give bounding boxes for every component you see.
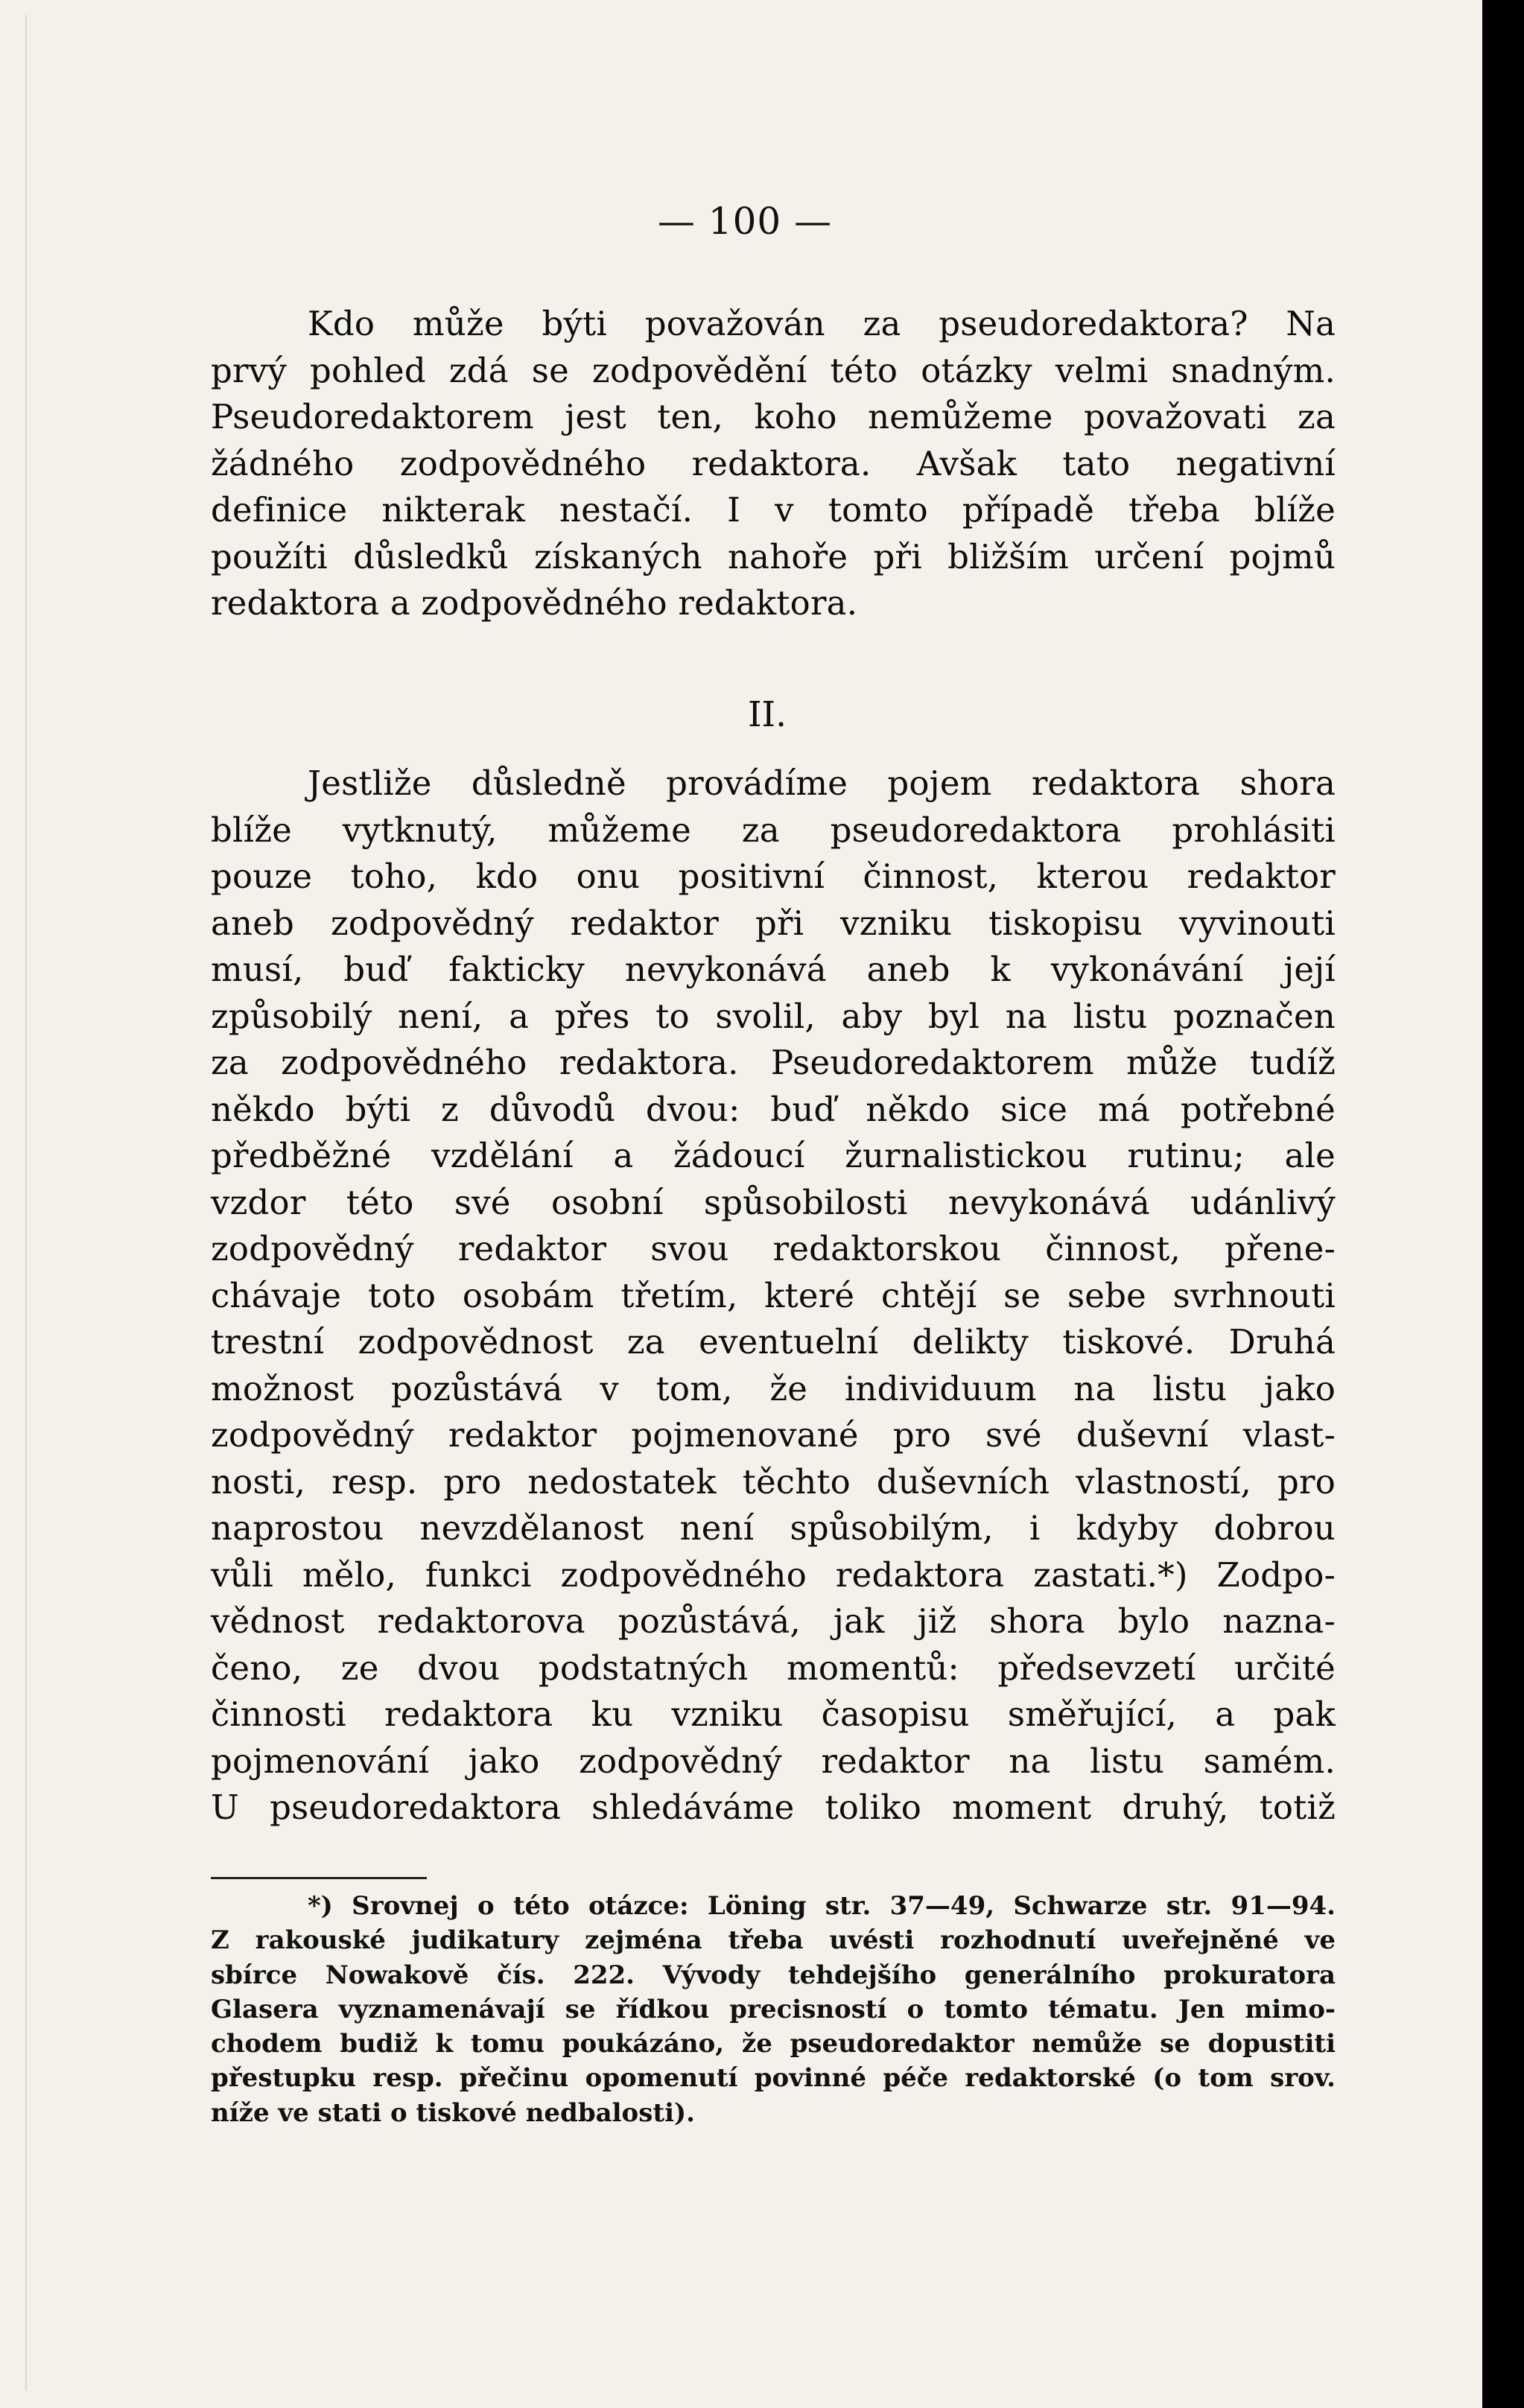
page-number: — 100 — (657, 200, 833, 243)
footnote-line: přestupku resp. přečinu opomenutí povinné péče redaktorské (o tom srov. (211, 2063, 1336, 2094)
text-line: žádného zodpovědného redaktora. Avšak tato negativní (211, 443, 1336, 483)
text-line: zodpovědný redaktor svou redaktorskou činnost, přene- (211, 1229, 1336, 1268)
text-line: použíti důsledků získaných nahoře při bližším určení pojmů (211, 536, 1336, 576)
text-line: trestní zodpovědnost za eventuelní delikty tiskové. Druhá (211, 1322, 1336, 1362)
footnote-line: sbírce Nowakově čís. 222. Vývody tehdejšího generálního prokuratora (211, 1960, 1336, 1990)
text-line: činnosti redaktora ku vzniku časopisu směřující, a pak (211, 1694, 1336, 1734)
footnote-line: *) Srovnej o této otázce: Löning str. 37—49, Schwarze str. 91—94. (308, 1891, 1336, 1921)
text-line: chávaje toto osobám třetím, které chtějí se sebe svrhnouti (211, 1275, 1336, 1315)
text-line: U pseudoredaktora shledáváme toliko moment druhý, totiž (211, 1788, 1336, 1827)
text-line: definice nikterak nestačí. I v tomto případě třeba blíže (211, 490, 1336, 530)
text-line: aneb zodpovědný redaktor při vzniku tiskopisu vyvinouti (211, 903, 1336, 943)
text-line: čeno, ze dvou podstatných momentů: předsevzetí určité (211, 1648, 1336, 1688)
footnote-line: Glasera vyznamenávají se řídkou precisností o tomto tématu. Jen mimo- (211, 1994, 1336, 2024)
paragraph-1 (211, 301, 1336, 627)
text-line: prvý pohled zdá se zodpovědění této otázky velmi snadným. (211, 350, 1336, 390)
paragraph-2 (211, 760, 1336, 1832)
text-line: musí, buď fakticky nevykonává aneb k vykonávání její (211, 950, 1336, 989)
text-line: pojmenování jako zodpovědný redaktor na listu samém. (211, 1741, 1336, 1781)
text-line: Pseudoredaktorem jest ten, koho nemůžeme považovati za (211, 397, 1336, 436)
text-line: možnost pozůstává v tom, že individuum na listu jako (211, 1368, 1336, 1408)
section-heading: II. (747, 694, 787, 735)
text-line: Jestliže důsledně provádíme pojem redaktora shora (308, 763, 1336, 803)
footnote-line: níže ve stati o tiskové nedbalosti). (211, 2097, 695, 2128)
text-line: Kdo může býti považován za pseudoredaktora? Na (308, 304, 1336, 343)
text-line: vůli mělo, funkci zodpovědného redaktora zastati.*) Zodpo- (211, 1554, 1336, 1595)
footnote-line: chodem budiž k tomu poukázáno, že pseudoredaktor nemůže se dopustiti (211, 2029, 1336, 2059)
text-line: blíže vytknutý, můžeme za pseudoredaktora prohlásiti (211, 810, 1336, 850)
text-line: redaktora a zodpovědného redaktora. (211, 583, 858, 623)
text-line: nosti, resp. pro nedostatek těchto duševních vlastností, pro (211, 1461, 1336, 1502)
footnote-divider (211, 1877, 427, 1879)
scan-border (1482, 0, 1524, 2408)
text-line: někdo býti z důvodů dvou: buď někdo sice má potřebné (211, 1089, 1336, 1129)
text-line: předběžné vzdělání a žádoucí žurnalistickou rutinu; ale (211, 1136, 1336, 1175)
page-gutter-line (25, 15, 27, 2391)
text-line: pouze toho, kdo onu positivní činnost, kterou redaktor (211, 857, 1336, 896)
text-line: vědnost redaktorova pozůstává, jak již shora bylo nazna- (211, 1601, 1336, 1641)
footnote (211, 1889, 1336, 2130)
text-line: způsobilý není, a přes to svolil, aby byl na listu poznačen (211, 996, 1336, 1036)
footnote-line: Z rakouské judikatury zejména třeba uvésti rozhodnutí uveřejněné ve (211, 1925, 1336, 1956)
text-line: zodpovědný redaktor pojmenované pro své duševní vlast- (211, 1415, 1336, 1455)
text-line: za zodpovědného redaktora. Pseudoredaktorem může tudíž (211, 1043, 1336, 1082)
text-line: naprostou nevzdělanost není spůsobilým, i kdyby dobrou (211, 1508, 1336, 1548)
text-line: vzdor této své osobní spůsobilosti nevykonává udánlivý (211, 1182, 1336, 1222)
